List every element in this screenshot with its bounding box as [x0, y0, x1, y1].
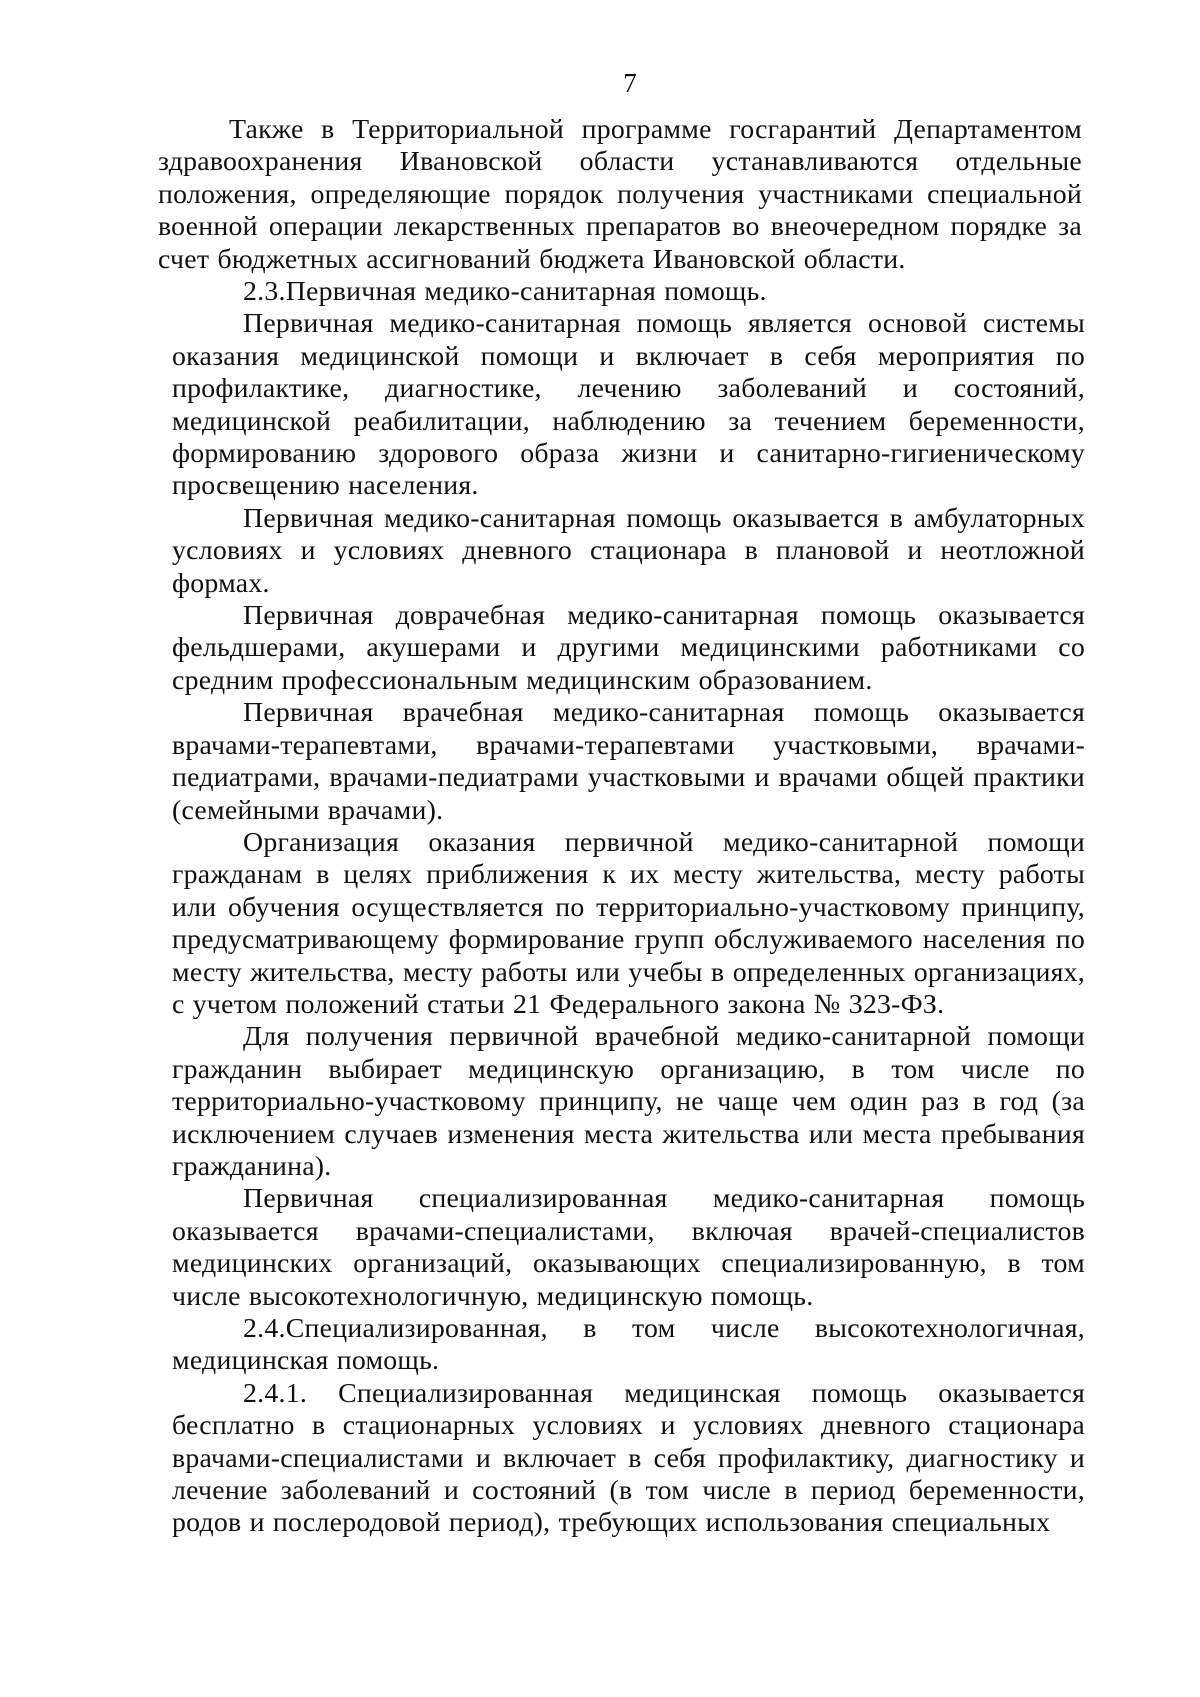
page-number: 7: [623, 68, 637, 98]
paragraph-organization: Организация оказания первичной медико-санитарной помощи гражданам в целях приближения к их месту жительства, месту работы или обучения осуществляется по территориально-участковому принципу, предусматривающему формирование групп обслуживаемого населения по месту жительства, месту работы или учебы в определенных организациях, с учетом положений статьи 21 Федерального закона № 323-ФЗ.: [172, 826, 1085, 1020]
paragraph-pmsp-definition: Первичная медико-санитарная помощь является основой системы оказания медицинской помощи и включает в себя мероприятия по профилактике, диагностике, лечению заболеваний и состояний, медицинской реабилитации, наблюдению за течением беременности, формированию здорового образа жизни и санитарно-гигиеническому просвещению населения.: [172, 308, 1085, 502]
section-heading-2-3: 2.3.Первичная медико-санитарная помощь.: [243, 276, 767, 307]
paragraph-2-4-1: 2.4.1. Специализированная медицинская помощь оказывается бесплатно в стационарных условиях и условиях дневного стационара врачами-специалистами и включает в себя профилактику, диагностику и лечение заболеваний и состояний (в том числе в период беременности, родов и послеродовой период), требующих использования специальных: [172, 1377, 1085, 1539]
paragraph-prephysician-care: Первичная доврачебная медико-санитарная помощь оказывается фельдшерами, акушерами и другими медицинскими работниками со средним профессиональным медицинским образованием.: [172, 600, 1085, 696]
paragraph-specialized-pmsp: Первичная специализированная медико-санитарная помощь оказывается врачами-специалистами, включая врачей-специалистов медицинских организаций, оказывающих специализированную, в том числе высокотехнологичную, медицинскую помощь.: [172, 1183, 1085, 1312]
paragraph-svo-provisions: Также в Территориальной программе госгарантий Департаментом здравоохранения Ивановской области устанавливаются отдельные положения, определяющие порядок получения участниками специальной военной операции лекарственных препаратов во внеочередном порядке за счет бюджетных ассигнований бюджета Ивановской области.: [158, 114, 1082, 275]
paragraph-choice-of-organization: Для получения первичной врачебной медико-санитарной помощи гражданин выбирает медицинскую организацию, в том числе по территориально-участковому принципу, не чаще чем один раз в год (за исключением случаев изменения места жительства или места пребывания гражданина).: [172, 1021, 1085, 1182]
document-text-top: [158, 114, 1082, 276]
section-heading-2-4: 2.4.Специализированная, в том числе высокотехнологичная, медицинская помощь.: [172, 1313, 1085, 1377]
paragraph-pmsp-conditions: Первичная медико-санитарная помощь оказывается в амбулаторных условиях и условиях дневного стационара в плановой и неотложной формах.: [172, 502, 1085, 599]
paragraph-physician-care: Первичная врачебная медико-санитарная помощь оказывается врачами-терапевтами, врачами-терапевтами участковыми, врачами-педиатрами, врачами-педиатрами участковыми и врачами общей практики (семейными врачами).: [172, 697, 1085, 826]
document-text-main: [172, 276, 1085, 1540]
